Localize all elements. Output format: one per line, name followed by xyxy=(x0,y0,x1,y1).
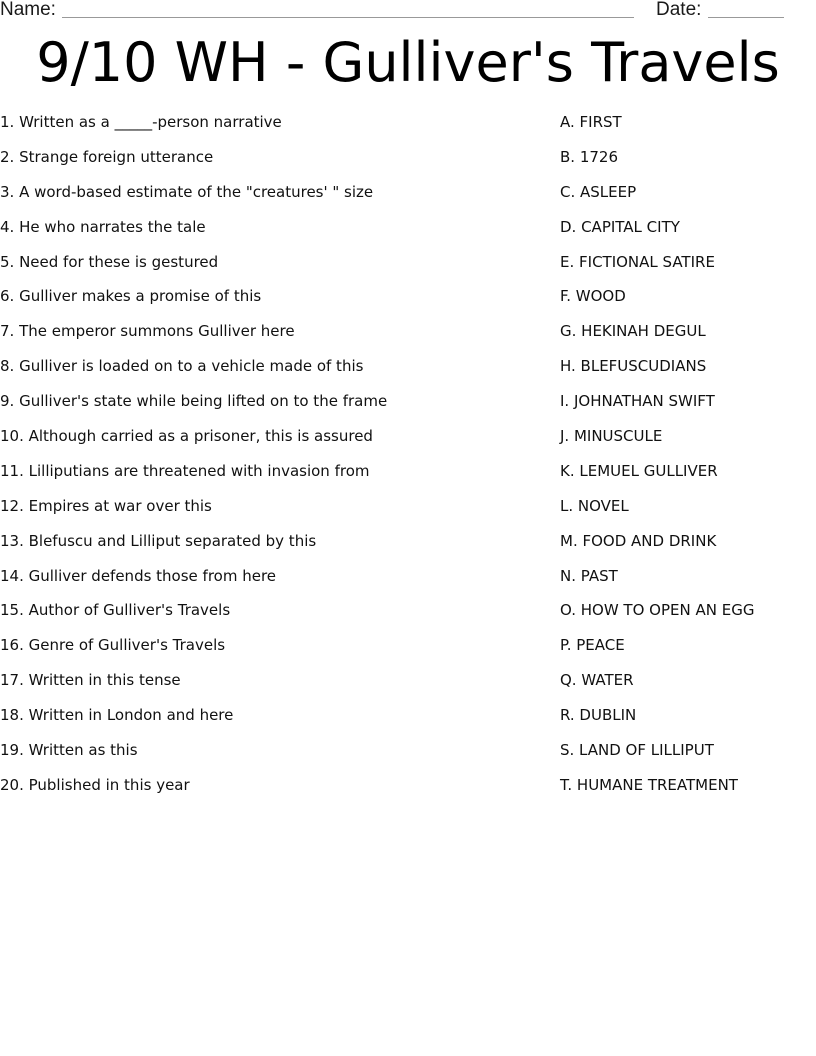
answer-item: K. LEMUEL GULLIVER xyxy=(560,461,718,480)
clue-item: 4. He who narrates the tale xyxy=(0,217,206,236)
clue-item: 6. Gulliver makes a promise of this xyxy=(0,287,262,306)
clue-item: 14. Gulliver defends those from here xyxy=(0,566,277,585)
clue-item: 18. Written in London and here xyxy=(0,706,234,725)
page-title: 9/10 WH - Gulliver's Travels xyxy=(36,31,780,94)
clue-list xyxy=(0,110,540,808)
answer-item: A. FIRST xyxy=(560,113,622,131)
date-label: Date: xyxy=(656,0,702,20)
worksheet-header xyxy=(0,0,816,22)
clue-item: 11. Lilliputians are threatened with invasion from xyxy=(0,461,370,480)
clue-item: 3. A word-based estimate of the "creatures' " size xyxy=(0,182,374,201)
answer-item: D. CAPITAL CITY xyxy=(560,217,680,236)
answer-item: P. PEACE xyxy=(560,636,625,655)
answer-item: R. DUBLIN xyxy=(560,706,637,725)
clue-item: 17. Written in this tense xyxy=(0,671,181,690)
answer-item: Q. WATER xyxy=(560,671,634,690)
clue-item: 13. Blefuscu and Lilliput separated by this xyxy=(0,531,317,550)
clue-item: 5. Need for these is gestured xyxy=(0,252,219,271)
answer-item: G. HEKINAH DEGUL xyxy=(560,322,706,341)
clue-item: 1. Written as a _____-person narrative xyxy=(0,113,282,131)
clue-item: 12. Empires at war over this xyxy=(0,496,212,515)
clue-item: 7. The emperor summons Gulliver here xyxy=(0,322,295,341)
clue-item: 16. Genre of Gulliver's Travels xyxy=(0,636,226,655)
answer-item: S. LAND OF LILLIPUT xyxy=(560,741,714,760)
clue-item: 10. Although carried as a prisoner, this is assured xyxy=(0,427,373,446)
answer-item: O. HOW TO OPEN AN EGG xyxy=(560,601,755,620)
answer-item: H. BLEFUSCUDIANS xyxy=(560,357,707,376)
clue-item: 20. Published in this year xyxy=(0,775,190,794)
date-field[interactable] xyxy=(708,17,784,18)
answer-list xyxy=(560,110,810,808)
answer-item: I. JOHNATHAN SWIFT xyxy=(560,392,715,411)
clue-item: 9. Gulliver's state while being lifted on to the frame xyxy=(0,392,388,411)
clue-item: 8. Gulliver is loaded on to a vehicle made of this xyxy=(0,357,364,376)
answer-item: E. FICTIONAL SATIRE xyxy=(560,252,715,271)
name-field[interactable] xyxy=(62,17,634,18)
name-label: Name: xyxy=(0,0,56,20)
answer-item: T. HUMANE TREATMENT xyxy=(560,775,738,794)
answer-item: L. NOVEL xyxy=(560,496,629,515)
clue-item: 15. Author of Gulliver's Travels xyxy=(0,601,231,620)
clue-item: 2. Strange foreign utterance xyxy=(0,147,214,166)
answer-item: C. ASLEEP xyxy=(560,182,637,201)
answer-item: N. PAST xyxy=(560,566,618,585)
answer-item: M. FOOD AND DRINK xyxy=(560,531,717,550)
clue-item: 19. Written as this xyxy=(0,741,138,760)
answer-item: J. MINUSCULE xyxy=(560,427,663,446)
answer-item: B. 1726 xyxy=(560,147,619,166)
answer-item: F. WOOD xyxy=(560,287,626,306)
